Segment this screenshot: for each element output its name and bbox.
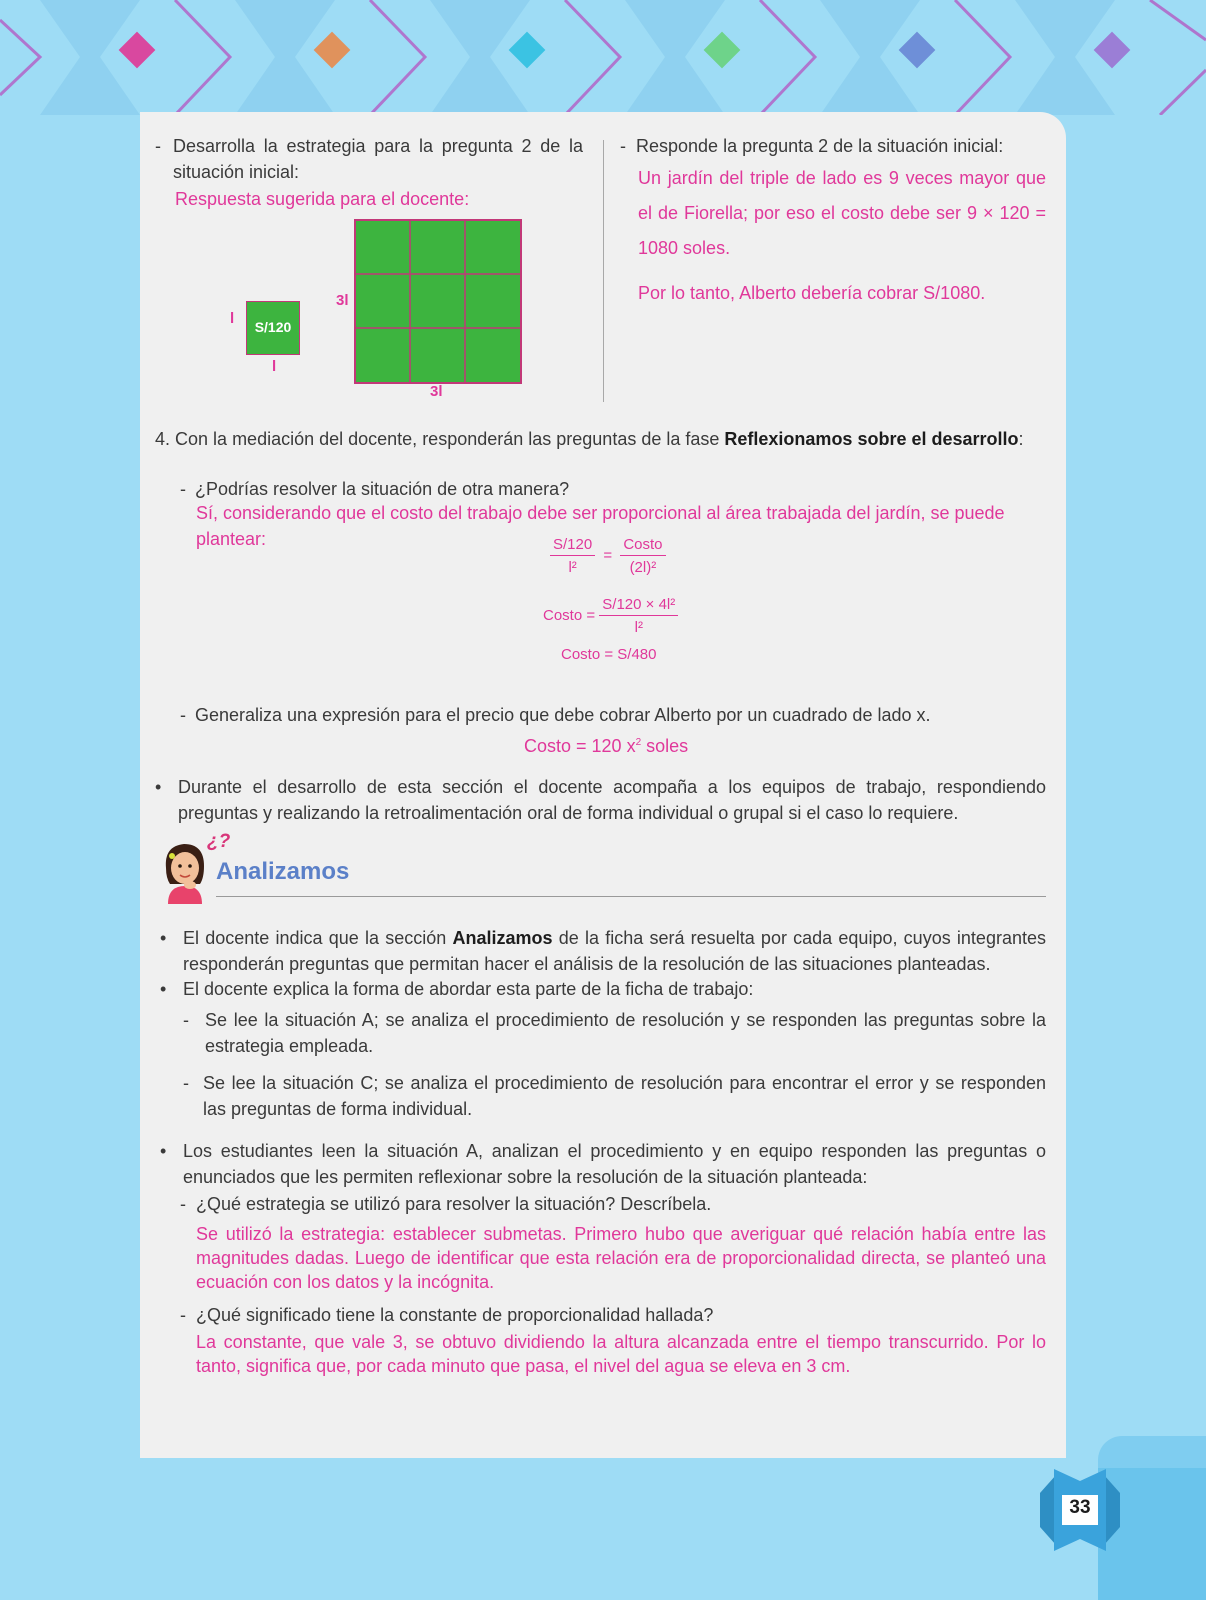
- girl-thinking-icon: [160, 838, 212, 904]
- left-intro: Desarrolla la estrategia para la pregunta 2 de la situación inicial:: [173, 136, 583, 182]
- section-title: Analizamos: [216, 858, 350, 885]
- eq2-lhs: Costo =: [543, 606, 596, 624]
- a-d1-text: Se lee la situación A; se analiza el procedimiento de resolución y se responden las preguntas sobre la estrategia empleada.: [205, 1010, 1046, 1056]
- q2-answer-prefix: Costo = 120 x: [524, 736, 636, 756]
- bullet-dev-text: Durante el desarrollo de esta sección el docente acompaña a los equipos de trabajo, respondiendo preguntas y realizando la retroalimentación oral de forma individual o grupal si el caso lo requiere.: [178, 777, 1046, 823]
- left-intro-dash: -: [155, 136, 161, 156]
- bullet-dev-marker: •: [155, 777, 162, 797]
- q2-answer-sup: 2: [635, 737, 642, 748]
- item-4-text: Con la mediación del docente, responderán las preguntas de la fase: [175, 429, 720, 449]
- a-d2-text: Se lee la situación C; se analiza el procedimiento de resolución para encontrar el error y se responden las preguntas de forma individual.: [203, 1073, 1046, 1119]
- item-4-bold: Reflexionamos sobre el desarrollo: [724, 429, 1019, 449]
- right-answer: Un jardín del triple de lado es 9 veces mayor que el de Fiorella; por eso el costo debe ser 9 × 120 = 1080 soles.: [638, 168, 1046, 258]
- eq1-equals: =: [603, 546, 613, 564]
- equation-3: Costo = S/480: [561, 646, 657, 663]
- q1-dash: -: [180, 479, 186, 499]
- column-divider: [603, 140, 604, 402]
- small-side-left: l: [230, 310, 235, 327]
- a-b3-marker: •: [160, 1141, 167, 1161]
- q2-answer-suffix: soles: [646, 736, 689, 756]
- a-b1-after: de la ficha será resuelta por cada equipo, cuyos integrantes responderán preguntas que permitan hacer el análisis de la resolución de las situaciones planteadas.: [183, 928, 1046, 974]
- big-side-bottom: 3l: [430, 383, 443, 400]
- right-intro-dash: -: [620, 136, 626, 156]
- a-sq2-text: ¿Qué significado tiene la constante de proporcionalidad hallada?: [196, 1305, 714, 1325]
- a-d2-dash: -: [183, 1073, 189, 1093]
- q1-answer: Sí, considerando que el costo del trabajo debe ser proporcional al área trabajada del jardín, se puede plantear:: [196, 503, 1005, 549]
- q2-dash: -: [180, 705, 186, 725]
- a-sq1-text: ¿Qué estrategia se utilizó para resolver la situación? Descríbela.: [196, 1194, 712, 1214]
- a-b1-marker: •: [160, 928, 167, 948]
- right-intro: Responde la pregunta 2 de la situación inicial:: [636, 136, 1004, 156]
- a-d1-dash: -: [183, 1010, 189, 1030]
- q2-answer: [524, 730, 688, 759]
- a-sq1-dash: -: [180, 1194, 186, 1214]
- a-sa2-text: La constante, que vale 3, se obtuvo dividiendo la altura alcanzada entre el tiempo transcurrido. Por lo tanto, significa que, por cada minuto que pasa, el nivel del agua se eleva en 3 cm.: [196, 1332, 1046, 1376]
- small-garden-square: [246, 301, 300, 355]
- section-question-marks: ¿?: [207, 831, 231, 852]
- eq1-den-right: (2l)²: [629, 559, 657, 576]
- item-4-number: 4.: [155, 429, 171, 449]
- big-side-left: 3l: [336, 292, 349, 309]
- eq2-den: l²: [634, 619, 643, 636]
- small-square-label: S/120: [254, 319, 292, 335]
- section-underline: [216, 896, 1046, 897]
- a-sq2-dash: -: [180, 1305, 186, 1325]
- a-b2-text: El docente explica la forma de abordar esta parte de la ficha de trabajo:: [183, 979, 754, 999]
- eq1-den-left: l²: [568, 559, 577, 576]
- q1-question: ¿Podrías resolver la situación de otra manera?: [195, 479, 570, 499]
- a-b3-text: Los estudiantes leen la situación A, analizan el procedimiento y en equipo responden las preguntas o enunciados que les permiten reflexionar sobre la resolución de la situación planteada:: [183, 1141, 1046, 1187]
- right-conclusion: Por lo tanto, Alberto debería cobrar S/1080.: [638, 283, 986, 303]
- big-garden-grid: [354, 219, 522, 384]
- eq2-num: S/120 × 4l²: [599, 596, 678, 616]
- a-b1-before: El docente indica que la sección: [183, 928, 447, 948]
- a-b2-marker: •: [160, 979, 167, 999]
- q2-question: Generaliza una expresión para el precio que debe cobrar Alberto por un cuadrado de lado x.: [195, 705, 931, 725]
- small-side-bottom: l: [272, 358, 277, 375]
- item-4: [155, 426, 1024, 452]
- equation-1: [550, 536, 666, 576]
- page-number: 33: [1069, 1497, 1091, 1518]
- item-4-after: :: [1018, 429, 1024, 449]
- a-b1-text: [183, 925, 1046, 977]
- a-b1-bold: Analizamos: [452, 928, 553, 948]
- eq1-num-right: Costo: [620, 536, 665, 556]
- suggested-answer-label: Respuesta sugerida para el docente:: [175, 189, 470, 209]
- eq1-num-left: S/120: [550, 536, 595, 556]
- equation-2: [543, 596, 678, 636]
- decorative-banner: [0, 0, 1206, 115]
- a-sa1-text: Se utilizó la estrategia: establecer submetas. Primero hubo que averiguar qué relación había entre las magnitudes dadas. Luego de identificar que esta relación era de proporcionalidad directa, se planteó una ecuación con los datos y la incógnita.: [196, 1224, 1046, 1292]
